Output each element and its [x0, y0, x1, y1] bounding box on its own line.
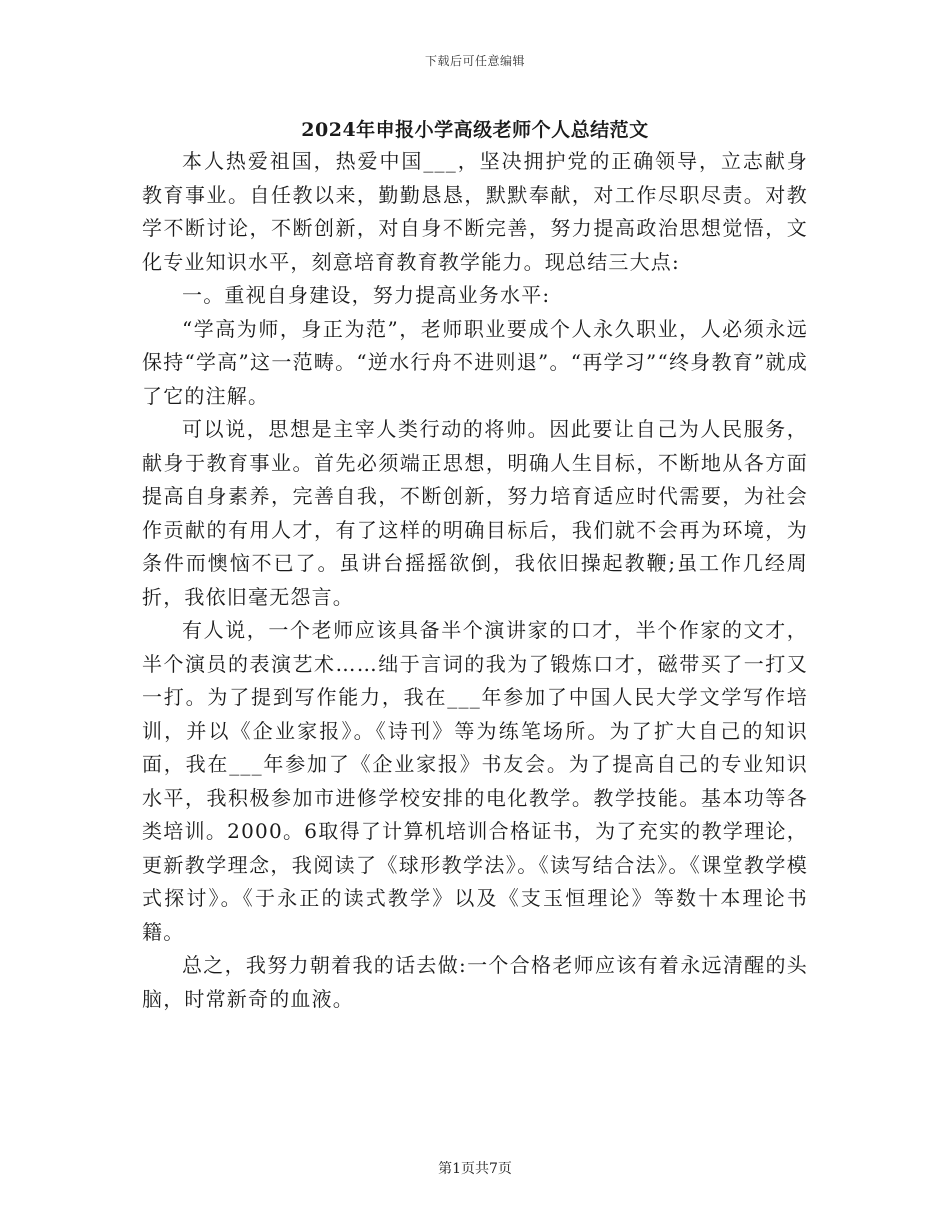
- document-body: [142, 145, 808, 1016]
- paragraph-section-heading: 一。重视自身建设，努力提高业务水平:: [182, 283, 551, 307]
- paragraph-quote: “学高为师，身正为范”，老师职业要成个人永久职业，人必须永远保持“学高”这一范畴。“逆水行舟不进则退”。“再学习”“终身教育”就成了它的注解。: [142, 316, 808, 408]
- page-number: 第1页共7页: [438, 1161, 512, 1177]
- download-note: 下载后可任意编辑: [424, 54, 525, 68]
- paragraph-conclusion: 总之，我努力朝着我的话去做:一个合格老师应该有着永远清醒的头脑，时常新奇的血液。: [142, 953, 808, 1011]
- paragraph-thought: 可以说，思想是主宰人类行动的将帅。因此要让自己为人民服务，献身于教育事业。首先必须端正思想，明确人生目标，不断地从各方面提高自身素养，完善自我，不断创新，努力培育适应时代需要，为社会作贡献的有用人才，有了这样的明确目标后，我们就不会再为环境，为条件而懊恼不已了。虽讲台摇摇欲倒，我依旧操起教鞭;虽工作几经周折，我依旧毫无怨言。: [142, 417, 808, 609]
- paragraph-intro: 本人热爱祖国，热爱中国___，坚决拥护党的正确领导，立志献身教育事业。自任教以来，勤勤恳恳，默默奉献，对工作尽职尽责。对教学不断讨论，不断创新，对自身不断完善，努力提高政治思想觉悟，文化专业知识水平，刻意培育教育教学能力。现总结三大点:: [142, 149, 808, 274]
- document-title: 2024年申报小学高级老师个人总结范文: [301, 119, 649, 141]
- paragraph-training: 有人说，一个老师应该具备半个演讲家的口才，半个作家的文才，半个演员的表演艺术……绌于言词的我为了锻炼口才，磁带买了一打又一打。为了提到写作能力，我在___年参加了中国人民大学文学写作培训，并以《企业家报》。《诗刊》等为练笔场所。为了扩大自己的知识面，我在___年参加了《企业家报》书友会。为了提高自己的专业知识水平，我积极参加市进修学校安排的电化教学。教学技能。基本功等各类培训。2000。6取得了计算机培训合格证书，为了充实的教学理论，更新教学理念，我阅读了《球形教学法》。《读写结合法》。《课堂教学模式探讨》。《于永正的读式教学》以及《支玉恒理论》等数十本理论书籍。: [142, 618, 808, 944]
